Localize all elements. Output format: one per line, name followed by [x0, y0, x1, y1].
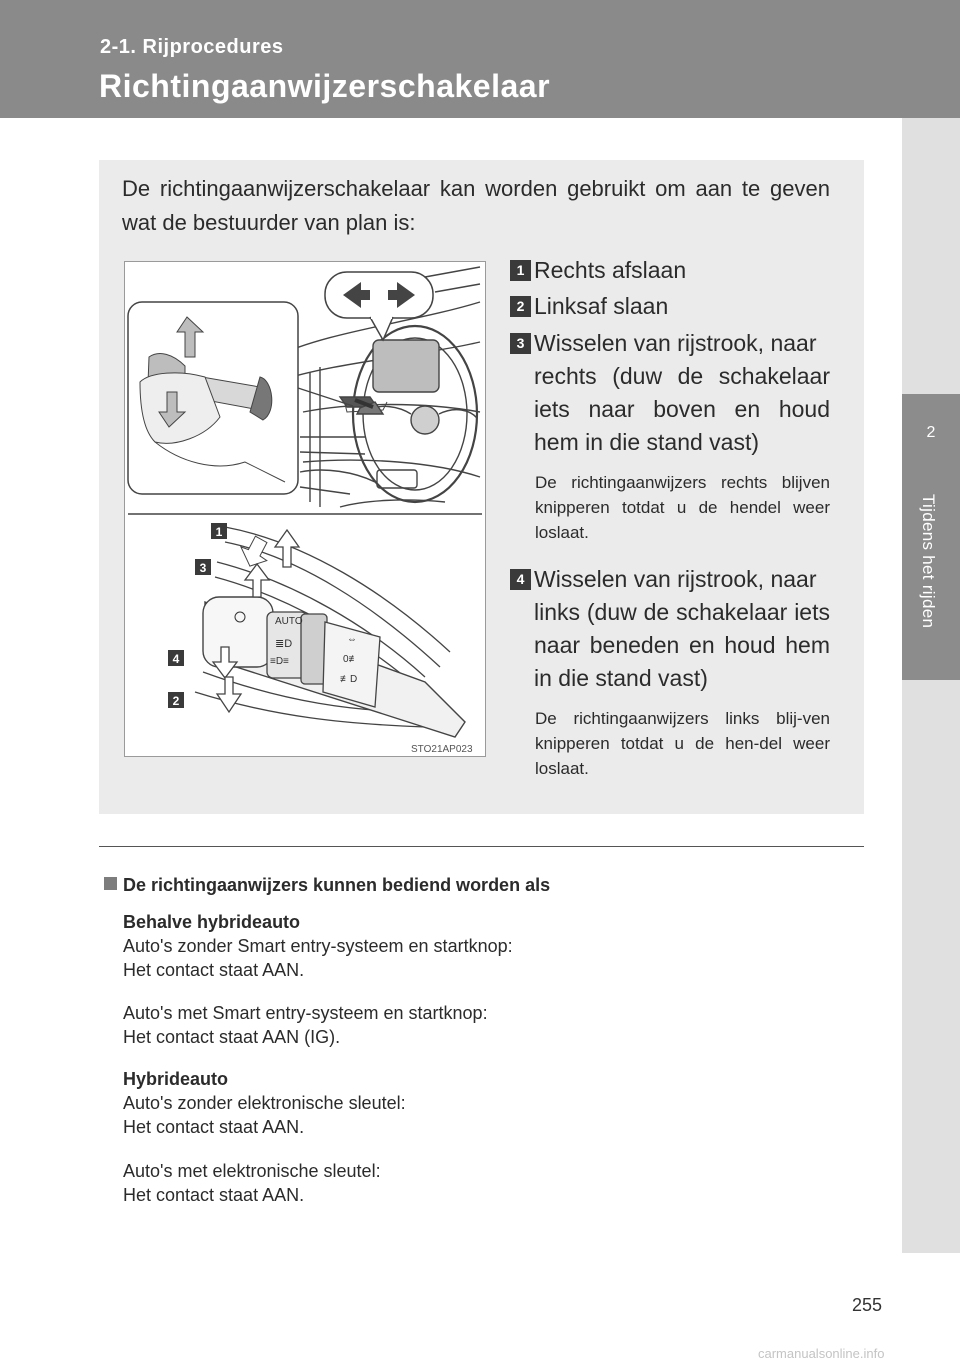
svg-text:3: 3 [199, 561, 207, 575]
page-title: Richtingaanwijzerschakelaar [99, 68, 551, 104]
item-4 [510, 563, 830, 695]
condition-line: Het contact staat AAN. [123, 960, 305, 980]
item-text: Wisselen van rijstrook, naar [534, 566, 817, 592]
item-2 [510, 290, 830, 323]
item-number: 2 [510, 296, 531, 317]
note-left: De richtingaanwijzers links blij-ven knipperen totdat u de hen-del weer loslaat. [535, 709, 830, 778]
item-text: Linksaf slaan [534, 293, 669, 319]
item-text: Wisselen van rijstrook, naar [534, 330, 817, 356]
note-right: De richtingaanwijzers rechts blijven knipperen totdat u de hendel weer loslaat. [535, 473, 830, 542]
svg-text:⇔: ⇔ [347, 634, 357, 645]
marker-1 [211, 523, 227, 539]
condition-block [123, 1001, 488, 1049]
illustration-code: STO21AP023 [411, 744, 473, 755]
marker-2 [168, 692, 184, 708]
marker-4 [168, 650, 184, 666]
svg-text:1: 1 [215, 525, 223, 539]
condition-line: Het contact staat AAN (IG). [123, 1027, 341, 1047]
condition-line: Auto's zonder elektronische sleutel: [123, 1093, 406, 1113]
condition-line: Auto's zonder Smart entry-systeem en startknop: [123, 936, 513, 956]
svg-text:0≢: 0≢ [343, 654, 359, 665]
conditions-heading: De richtingaanwijzers kunnen bediend worden als [104, 875, 550, 896]
marker-3 [195, 559, 211, 575]
item-text-continued: links (duw de schakelaar iets naar beneden en houd hem in die stand vast) [534, 599, 830, 691]
condition-line: Het contact staat AAN. [123, 1185, 305, 1205]
page-number: 255 [852, 1295, 883, 1315]
condition-title: Behalve hybrideauto [123, 912, 301, 932]
condition-block [123, 1159, 381, 1207]
condition-block [123, 1067, 406, 1139]
item-number: 1 [510, 260, 531, 281]
divider [99, 846, 864, 847]
svg-text:2: 2 [172, 694, 180, 708]
arrow-up-small-icon [245, 564, 269, 597]
square-bullet-icon [104, 877, 117, 890]
condition-line: Het contact staat AAN. [123, 1117, 305, 1137]
item-text: Rechts afslaan [534, 257, 687, 283]
chapter-number: 2 [926, 424, 936, 441]
svg-text:≢D: ≢D [340, 674, 358, 685]
svg-text:4: 4 [172, 652, 180, 666]
condition-line: Auto's met elektronische sleutel: [123, 1161, 381, 1181]
stalk-diagram [168, 523, 473, 755]
item-3 [510, 327, 830, 459]
section-title: 2-1. Rijprocedures [100, 36, 284, 58]
condition-line: Auto's met Smart entry-systeem en startknop: [123, 1003, 488, 1023]
callout-bubble [325, 272, 433, 340]
arrow-down-big-icon [217, 677, 241, 712]
svg-text:AUTO: AUTO [275, 616, 303, 627]
turn-signal-illustration [124, 261, 486, 757]
svg-text:≣D: ≣D [275, 638, 293, 650]
condition-block [123, 910, 513, 982]
page-header [0, 0, 960, 118]
watermark: carmanualsonline.info [758, 1346, 885, 1361]
side-tab-strip [902, 118, 960, 1253]
hand-inset [128, 302, 353, 494]
item-number: 4 [510, 569, 531, 590]
item-text-continued: rechts (duw de schakelaar iets naar boven en houd hem in die stand vast) [534, 363, 830, 455]
svg-text:≡D≡: ≡D≡ [270, 656, 289, 667]
chapter-label: Tijdens het rijden [919, 494, 938, 629]
item-1 [510, 254, 830, 287]
item-number: 3 [510, 333, 531, 354]
condition-title: Hybrideauto [123, 1069, 229, 1089]
intro-text: De richtingaanwijzerschakelaar kan worden gebruikt om aan te geven wat de bestuurder van plan is: [122, 176, 830, 235]
